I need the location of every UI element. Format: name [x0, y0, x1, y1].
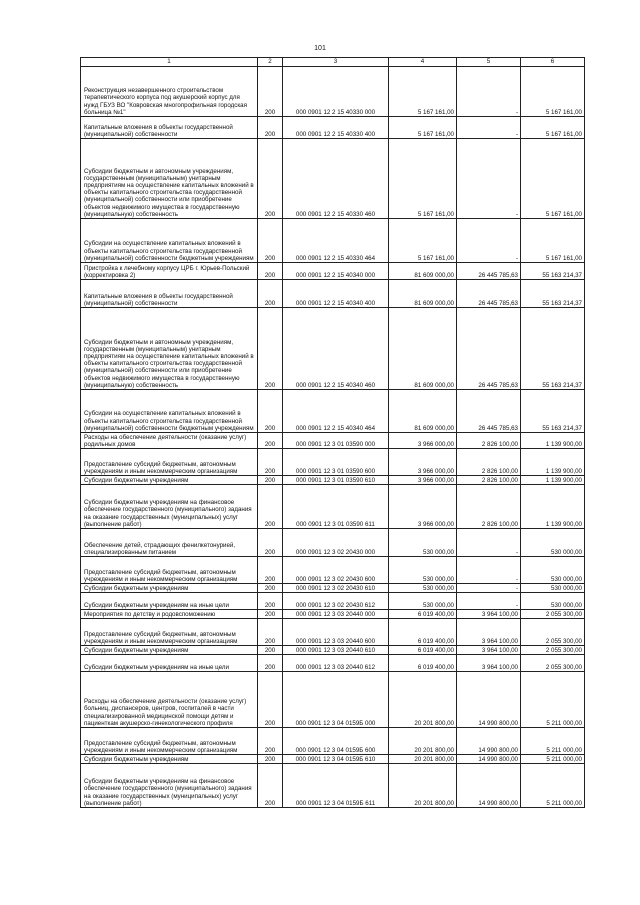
row-plan-cell: 530 000,00: [389, 584, 457, 593]
row-name-cell: Расходы на обеспечение деятельности (оказание услуг) больниц, диспансеров, центров, госпиталей в части специализированной медицинской помощи детям и пациенткам акушерско-гинекологического профиля: [81, 672, 258, 728]
row-code-cell: 200: [258, 219, 283, 263]
row-kbk-cell: 000 0901 12 3 03 20440 612: [283, 655, 389, 672]
row-rest-cell: 1 139 900,00: [521, 485, 585, 529]
row-done-cell: 26 445 785,63: [457, 263, 521, 280]
row-kbk-cell: 000 0901 12 3 01 03590 000: [283, 433, 389, 449]
table-row: [81, 139, 585, 219]
row-done-cell: -: [457, 117, 521, 139]
row-plan-cell: 81 609 000,00: [389, 390, 457, 433]
row-done-cell: -: [457, 219, 521, 263]
row-done-cell: -: [457, 557, 521, 584]
row-rest-cell: 55 163 214,37: [521, 263, 585, 280]
budget-table-container: [80, 57, 584, 808]
table-row: [81, 764, 585, 808]
row-name-cell: Субсидии на осуществление капитальных вложений в объекты капитального строительства государственной (муниципальной) собственности бюджетным учреждениям: [81, 219, 258, 263]
row-code-cell: 200: [258, 139, 283, 219]
row-kbk-cell: 000 0901 12 2 15 40330 460: [283, 139, 389, 219]
column-number-2: 2: [258, 58, 283, 67]
table-row: [81, 219, 585, 263]
row-code-cell: 200: [258, 263, 283, 280]
row-code-cell: 200: [258, 67, 283, 117]
row-kbk-cell: 000 0901 12 3 01 03590 600: [283, 449, 389, 476]
row-name-cell: Субсидии на осуществление капитальных вложений в объекты капитального строительства государственной (муниципальной) собственности бюджетным учреждениям: [81, 390, 258, 433]
row-done-cell: -: [457, 584, 521, 593]
row-plan-cell: 81 609 000,00: [389, 308, 457, 390]
row-plan-cell: 5 167 161,00: [389, 67, 457, 117]
row-rest-cell: 530 000,00: [521, 529, 585, 557]
row-rest-cell: 5 211 000,00: [521, 755, 585, 764]
row-plan-cell: 20 201 800,00: [389, 672, 457, 728]
row-rest-cell: 2 055 300,00: [521, 655, 585, 672]
table-row: [81, 584, 585, 593]
row-plan-cell: 20 201 800,00: [389, 728, 457, 755]
row-code-cell: 200: [258, 390, 283, 433]
row-rest-cell: 2 055 300,00: [521, 646, 585, 655]
row-name-cell: Субсидии бюджетным учреждениям на иные цели: [81, 593, 258, 610]
row-code-cell: 200: [258, 308, 283, 390]
row-done-cell: 14 990 800,00: [457, 755, 521, 764]
row-done-cell: -: [457, 529, 521, 557]
column-number-row: [81, 58, 585, 67]
row-plan-cell: 530 000,00: [389, 529, 457, 557]
row-name-cell: Предоставление субсидий бюджетным, автономным учреждениям и иным некоммерческим организациям: [81, 449, 258, 476]
row-code-cell: 200: [258, 476, 283, 485]
row-code-cell: 200: [258, 646, 283, 655]
row-code-cell: 200: [258, 117, 283, 139]
row-rest-cell: 55 163 214,37: [521, 390, 585, 433]
row-name-cell: Субсидии бюджетным учреждениям: [81, 646, 258, 655]
table-row: [81, 263, 585, 280]
row-done-cell: 3 964 100,00: [457, 655, 521, 672]
table-row: [81, 308, 585, 390]
row-done-cell: -: [457, 67, 521, 117]
table-body: [81, 67, 585, 808]
row-done-cell: -: [457, 593, 521, 610]
table-row: [81, 280, 585, 308]
row-done-cell: 14 990 800,00: [457, 764, 521, 808]
row-done-cell: 2 826 100,00: [457, 485, 521, 529]
row-plan-cell: 6 019 400,00: [389, 610, 457, 619]
row-plan-cell: 5 167 161,00: [389, 117, 457, 139]
row-rest-cell: 1 139 900,00: [521, 476, 585, 485]
row-name-cell: Пристройка к лечебному корпусу ЦРБ г. Юрьев-Польский (корректировка 2): [81, 263, 258, 280]
row-done-cell: 14 990 800,00: [457, 672, 521, 728]
row-plan-cell: 5 167 161,00: [389, 219, 457, 263]
row-kbk-cell: 000 0901 12 3 04 0159Б 600: [283, 728, 389, 755]
row-kbk-cell: 000 0901 12 3 04 0159Б 000: [283, 672, 389, 728]
row-kbk-cell: 000 0901 12 3 02 20430 600: [283, 557, 389, 584]
row-rest-cell: 2 055 300,00: [521, 610, 585, 619]
page-number: 101: [314, 45, 326, 52]
row-rest-cell: 530 000,00: [521, 584, 585, 593]
row-code-cell: 200: [258, 280, 283, 308]
row-code-cell: 200: [258, 433, 283, 449]
row-plan-cell: 5 167 161,00: [389, 139, 457, 219]
budget-table: [80, 57, 585, 808]
table-row: [81, 67, 585, 117]
row-name-cell: Субсидии бюджетным учреждениям на иные цели: [81, 655, 258, 672]
row-done-cell: -: [457, 139, 521, 219]
row-kbk-cell: 000 0901 12 3 01 03590 610: [283, 476, 389, 485]
row-kbk-cell: 000 0901 12 2 15 40340 460: [283, 308, 389, 390]
row-done-cell: 2 826 100,00: [457, 476, 521, 485]
row-done-cell: 2 826 100,00: [457, 433, 521, 449]
row-done-cell: 3 964 100,00: [457, 619, 521, 646]
row-kbk-cell: 000 0901 12 3 03 20440 610: [283, 646, 389, 655]
row-name-cell: Расходы на обеспечение деятельности (оказание услуг) родильных домов: [81, 433, 258, 449]
row-plan-cell: 3 966 000,00: [389, 485, 457, 529]
row-kbk-cell: 000 0901 12 2 15 40340 400: [283, 280, 389, 308]
row-name-cell: Мероприятия по детству и родовспоможению: [81, 610, 258, 619]
table-row: [81, 117, 585, 139]
table-row: [81, 433, 585, 449]
row-name-cell: Субсидии бюджетным учреждениям: [81, 476, 258, 485]
row-plan-cell: 20 201 800,00: [389, 755, 457, 764]
row-code-cell: 200: [258, 728, 283, 755]
row-name-cell: Капитальные вложения в объекты государственной (муниципальной) собственности: [81, 117, 258, 139]
row-done-cell: 26 445 785,63: [457, 308, 521, 390]
row-name-cell: Субсидии бюджетным учреждениям на финансовое обеспечение государственного (муниципального) задания на оказание государственных (муниципальных) услуг (выполнение работ): [81, 764, 258, 808]
row-kbk-cell: 000 0901 12 2 15 40330 464: [283, 219, 389, 263]
row-rest-cell: 5 211 000,00: [521, 728, 585, 755]
row-code-cell: 200: [258, 610, 283, 619]
row-plan-cell: 6 019 400,00: [389, 646, 457, 655]
table-row: [81, 672, 585, 728]
column-number-6: 6: [521, 58, 585, 67]
row-code-cell: 200: [258, 655, 283, 672]
row-kbk-cell: 000 0901 12 3 02 20430 610: [283, 584, 389, 593]
row-plan-cell: 81 609 000,00: [389, 280, 457, 308]
table-row: [81, 449, 585, 476]
row-plan-cell: 530 000,00: [389, 557, 457, 584]
row-rest-cell: 530 000,00: [521, 593, 585, 610]
row-kbk-cell: 000 0901 12 3 01 03590 611: [283, 485, 389, 529]
row-name-cell: Предоставление субсидий бюджетным, автономным учреждениям и иным некоммерческим организациям: [81, 619, 258, 646]
row-kbk-cell: 000 0901 12 2 15 40340 000: [283, 263, 389, 280]
table-row: [81, 557, 585, 584]
row-done-cell: 14 990 800,00: [457, 728, 521, 755]
row-rest-cell: 5 167 161,00: [521, 139, 585, 219]
row-plan-cell: 3 966 000,00: [389, 433, 457, 449]
table-row: [81, 610, 585, 619]
row-code-cell: 200: [258, 764, 283, 808]
table-row: [81, 593, 585, 610]
column-number-5: 5: [457, 58, 521, 67]
row-done-cell: 3 964 100,00: [457, 610, 521, 619]
row-kbk-cell: 000 0901 12 2 15 40330 000: [283, 67, 389, 117]
row-code-cell: 200: [258, 584, 283, 593]
row-name-cell: Предоставление субсидий бюджетным, автономным учреждениям и иным некоммерческим организациям: [81, 728, 258, 755]
table-row: [81, 646, 585, 655]
row-code-cell: 200: [258, 619, 283, 646]
row-name-cell: Предоставление субсидий бюджетным, автономным учреждениям и иным некоммерческим организациям: [81, 557, 258, 584]
table-row: [81, 390, 585, 433]
row-plan-cell: 20 201 800,00: [389, 764, 457, 808]
row-done-cell: 2 826 100,00: [457, 449, 521, 476]
column-number-4: 4: [389, 58, 457, 67]
row-rest-cell: 1 139 900,00: [521, 433, 585, 449]
row-rest-cell: 5 211 000,00: [521, 672, 585, 728]
row-rest-cell: 5 167 161,00: [521, 67, 585, 117]
row-name-cell: Субсидии бюджетным учреждениям: [81, 755, 258, 764]
row-done-cell: 26 445 785,63: [457, 390, 521, 433]
row-code-cell: 200: [258, 485, 283, 529]
row-code-cell: 200: [258, 529, 283, 557]
row-done-cell: 3 964 100,00: [457, 646, 521, 655]
column-number-1: 1: [81, 58, 258, 67]
row-rest-cell: 5 167 161,00: [521, 219, 585, 263]
table-row: [81, 485, 585, 529]
row-kbk-cell: 000 0901 12 3 02 20430 612: [283, 593, 389, 610]
row-code-cell: 200: [258, 755, 283, 764]
row-kbk-cell: 000 0901 12 3 04 0159Б 610: [283, 755, 389, 764]
row-name-cell: Обеспечение детей, страдающих фенилкетонурией, специализированным питанием: [81, 529, 258, 557]
row-plan-cell: 81 609 000,00: [389, 263, 457, 280]
row-code-cell: 200: [258, 672, 283, 728]
row-kbk-cell: 000 0901 12 2 15 40340 464: [283, 390, 389, 433]
row-rest-cell: 1 139 900,00: [521, 449, 585, 476]
row-name-cell: Субсидии бюджетным учреждениям: [81, 584, 258, 593]
row-name-cell: Субсидии бюджетным и автономным учреждениям, государственным (муниципальным) унитарным предприятиям на осуществление капитальных вложений в объекты капитального строительства государственной (муниципальной) собственности или приобретение объектов недвижимого имущества в государственную (муниципальную) собственность: [81, 139, 258, 219]
row-plan-cell: 3 966 000,00: [389, 449, 457, 476]
row-plan-cell: 3 966 000,00: [389, 476, 457, 485]
row-kbk-cell: 000 0901 12 3 03 20440 000: [283, 610, 389, 619]
table-row: [81, 619, 585, 646]
table-row: [81, 529, 585, 557]
table-row: [81, 728, 585, 755]
row-code-cell: 200: [258, 557, 283, 584]
row-code-cell: 200: [258, 449, 283, 476]
row-name-cell: Субсидии бюджетным учреждениям на финансовое обеспечение государственного (муниципального) задания на оказание государственных (муниципальных) услуг (выполнение работ): [81, 485, 258, 529]
column-number-3: 3: [283, 58, 389, 67]
table-row: [81, 755, 585, 764]
row-name-cell: Субсидии бюджетным и автономным учреждениям, государственным (муниципальным) унитарным предприятиям на осуществление капитальных вложений в объекты капитального строительства государственной (муниципальной) собственности или приобретение объектов недвижимого имущества в государственную (муниципальную) собственность: [81, 308, 258, 390]
row-rest-cell: 530 000,00: [521, 557, 585, 584]
row-plan-cell: 6 019 400,00: [389, 655, 457, 672]
row-rest-cell: 5 167 161,00: [521, 117, 585, 139]
row-code-cell: 200: [258, 593, 283, 610]
row-plan-cell: 530 000,00: [389, 593, 457, 610]
row-rest-cell: 55 163 214,37: [521, 308, 585, 390]
row-kbk-cell: 000 0901 12 2 15 40330 400: [283, 117, 389, 139]
row-name-cell: Капитальные вложения в объекты государственной (муниципальной) собственности: [81, 280, 258, 308]
row-kbk-cell: 000 0901 12 3 02 20430 000: [283, 529, 389, 557]
row-kbk-cell: 000 0901 12 3 03 20440 600: [283, 619, 389, 646]
table-row: [81, 476, 585, 485]
row-kbk-cell: 000 0901 12 3 04 0159Б 611: [283, 764, 389, 808]
row-name-cell: Реконструкция незавершенного строительством терапевтического корпуса под акушерский корпус для нужд ГБУЗ ВО "Ковровская многопрофильная городская больница №1": [81, 67, 258, 117]
row-rest-cell: 2 055 300,00: [521, 619, 585, 646]
row-rest-cell: 55 163 214,37: [521, 280, 585, 308]
row-done-cell: 26 445 785,63: [457, 280, 521, 308]
row-plan-cell: 6 019 400,00: [389, 619, 457, 646]
row-rest-cell: 5 211 000,00: [521, 764, 585, 808]
table-row: [81, 655, 585, 672]
